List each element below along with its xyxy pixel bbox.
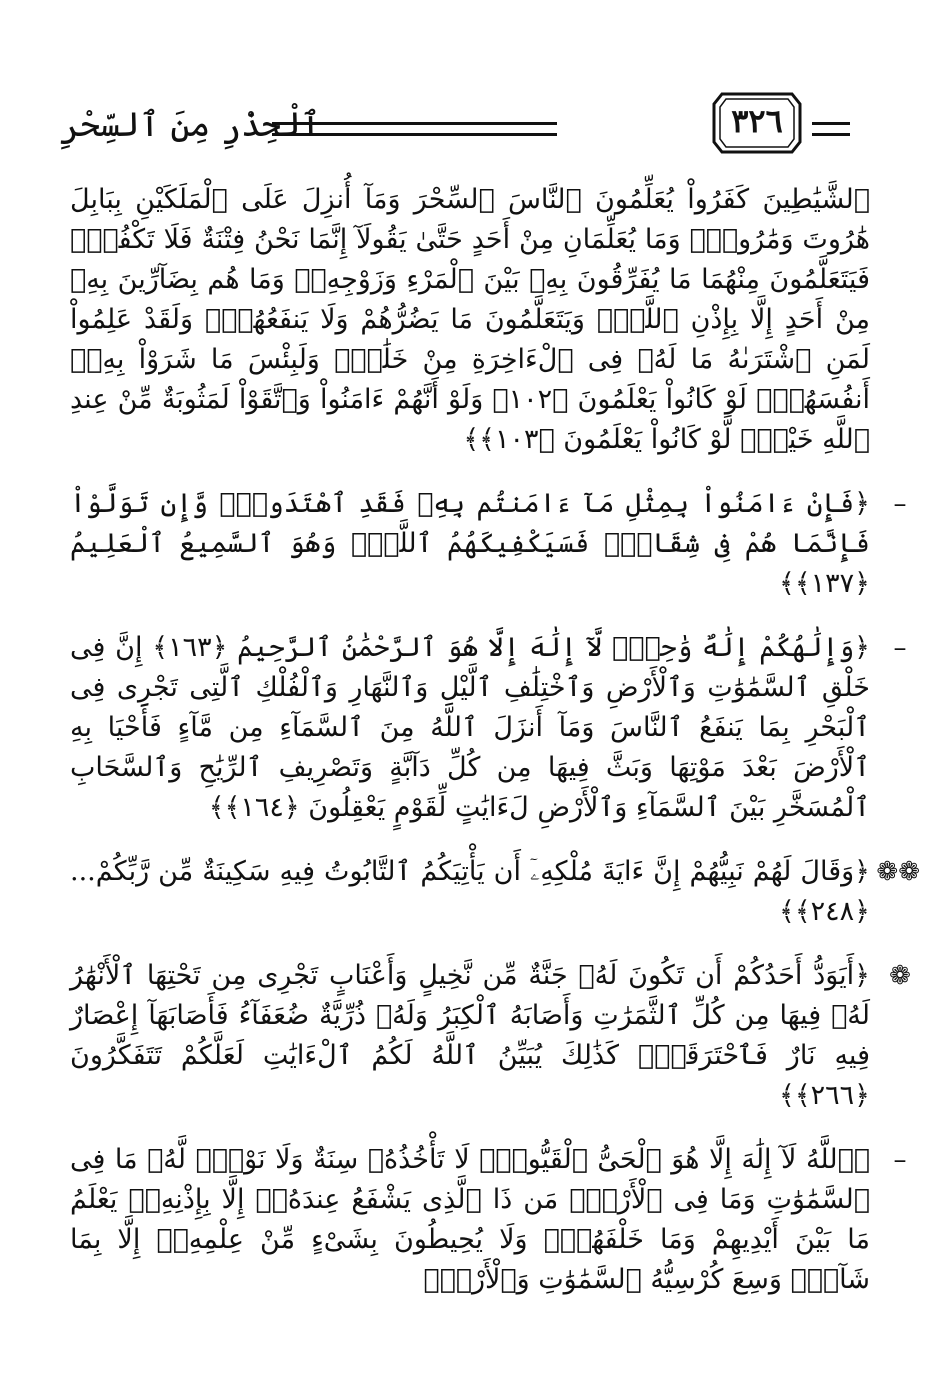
verse-text: ﴿وَإِلَٰهُكُمْ إِلَٰهٌ وَٰحِدٌۖ لَّآ إِلَٰهَ إِلَّا هُوَ ٱلرَّحْمَٰنُ ٱلرَّحِيمُ ﴿١٦٣﴾ إِنَّ فِى خَلْقِ ٱلسَّمَٰوَٰتِ وَٱلْأَرْضِ وَٱخْتِلَٰفِ ٱلَّيْلِ وَٱلنَّهَارِ وَٱلْفُلْكِ ٱلَّتِى تَجْرِى فِى ٱلْبَحْرِ بِمَا يَنفَعُ ٱلنَّاسَ وَمَآ أَنزَلَ ٱللَّهُ مِنَ ٱلسَّمَآءِ مِن مَّآءٍ فَأَحْيَا بِهِ ٱلْأَرْضَ بَعْدَ مَوْتِهَا وَبَثَّ فِيهَا مِن كُلِّ دَآبَّةٍ وَتَصْرِيفِ ٱلرِّيَٰحِ وَٱلسَّحَابِ ٱلْمُسَخَّرِ بَيْنَ ٱلسَّمَآءِ وَٱلْأَرْضِ لَءَايَٰتٍ لِّقَوْمٍ يَعْقِلُونَ ﴿١٦٤﴾﴾ [70,632,870,823]
dash-marker: – [893,1145,907,1175]
page-number-frame [712,92,802,154]
verse-block [70,484,907,604]
verse-text: ﴿وَقَالَ لَهُمْ نَبِيُّهُمْ إِنَّ ءَايَةَ مُلْكِهِۦٓ أَن يَأْتِيَكُمُ ٱلتَّابُوتُ فِيهِ سَكِينَةٌ مِّن رَّبِّكُمْ... ﴿٢٤٨﴾﴾ [70,856,870,927]
verse-block [70,1140,907,1300]
page-body [70,180,920,1310]
verse-block [70,956,911,1116]
verse-block [70,628,907,828]
page-number: ٣٢٦ [731,102,783,140]
verse-block [70,852,920,932]
flower-marker-icon: ❁ [889,961,911,991]
verse-text: ﴿ٱللَّهُ لَآ إِلَٰهَ إِلَّا هُوَ ٱلْحَىُّ ٱلْقَيُّومُۚ لَا تَأْخُذُهُۥ سِنَةٌ وَلَا نَوْمٌۚ لَّهُۥ مَا فِى ٱلسَّمَٰوَٰتِ وَمَا فِى ٱلْأَرْضِۗ مَن ذَا ٱلَّذِى يَشْفَعُ عِندَهُۥٓ إِلَّا بِإِذْنِهِۦۚ يَعْلَمُ مَا بَيْنَ أَيْدِيهِمْ وَمَا خَلْفَهُمْۖ وَلَا يُحِيطُونَ بِشَىْءٍ مِّنْ عِلْمِهِۦٓ إِلَّا بِمَا شَآءَۚ وَسِعَ كُرْسِيُّهُ ٱلسَّمَٰوَٰتِ وَٱلْأَرْضَۖ [70,1144,870,1295]
page-header [60,92,850,168]
dash-marker: – [893,633,907,663]
running-title: ٱلْحِذْرِ مِنَ ٱلسِّحْرِ [60,105,321,145]
verse-text: ﴿أَيَوَدُّ أَحَدُكُمْ أَن تَكُونَ لَهُۥ جَنَّةٌ مِّن نَّخِيلٍ وَأَعْنَابٍ تَجْرِى مِن تَحْتِهَا ٱلْأَنْهَٰرُ لَهُۥ فِيهَا مِن كُلِّ ٱلثَّمَرَٰتِ وَأَصَابَهُ ٱلْكِبَرُ وَلَهُۥ ذُرِّيَّةٌ ضُعَفَآءُ فَأَصَابَهَآ إِعْصَارٌ فِيهِ نَارٌ فَٱحْتَرَقَتْۗ كَذَٰلِكَ يُبَيِّنُ ٱللَّهُ لَكُمُ ٱلْءَايَٰتِ لَعَلَّكُمْ تَتَفَكَّرُونَ ﴿٢٦٦﴾﴾ [70,960,870,1111]
verse-text: ٱلشَّيَٰطِينَ كَفَرُواْ يُعَلِّمُونَ ٱلنَّاسَ ٱلسِّحْرَ وَمَآ أُنزِلَ عَلَى ٱلْمَلَكَيْنِ بِبَابِلَ هَٰرُوتَ وَمَٰرُوتَۚ وَمَا يُعَلِّمَانِ مِنْ أَحَدٍ حَتَّىٰ يَقُولَآ إِنَّمَا نَحْنُ فِتْنَةٌ فَلَا تَكْفُرْۖ فَيَتَعَلَّمُونَ مِنْهُمَا مَا يُفَرِّقُونَ بِهِۦ بَيْنَ ٱلْمَرْءِ وَزَوْجِهِۦۚ وَمَا هُم بِضَآرِّينَ بِهِۦ مِنْ أَحَدٍ إِلَّا بِإِذْنِ ٱللَّهِۚ وَيَتَعَلَّمُونَ مَا يَضُرُّهُمْ وَلَا يَنفَعُهُمْۚ وَلَقَدْ عَلِمُواْ لَمَنِ ٱشْتَرَىٰهُ مَا لَهُۥ فِى ٱلْءَاخِرَةِ مِنْ خَلَٰقٍۚ وَلَبِئْسَ مَا شَرَوْاْ بِهِۦٓ أَنفُسَهُمْۚ لَوْ كَانُواْ يَعْلَمُونَ ﴿١٠٢﴾ وَلَوْ أَنَّهُمْ ءَامَنُواْ وَٱتَّقَوْاْ لَمَثُوبَةٌ مِّنْ عِندِ ٱللَّهِ خَيْرٌۖ لَّوْ كَانُواْ يَعْلَمُونَ ﴿١٠٣﴾﴾ [70,184,870,455]
verse-block [70,180,870,460]
header-rule-right [812,122,850,136]
dash-marker: – [893,489,907,519]
flower-marker-icon: ❁❁ [876,857,920,887]
verse-text: ﴿فَإِنْ ءَامَنُواْ بِمِثْلِ مَآ ءَامَنتُم بِهِۦ فَقَدِ ٱهْتَدَواْۖ وَّإِن تَوَلَّوْاْ فَإِنَّمَا هُمْ فِى شِقَاقٍۖ فَسَيَكْفِيكَهُمُ ٱللَّهُۚ وَهُوَ ٱلسَّمِيعُ ٱلْعَلِيمُ ﴿١٣٧﴾﴾ [70,488,870,599]
